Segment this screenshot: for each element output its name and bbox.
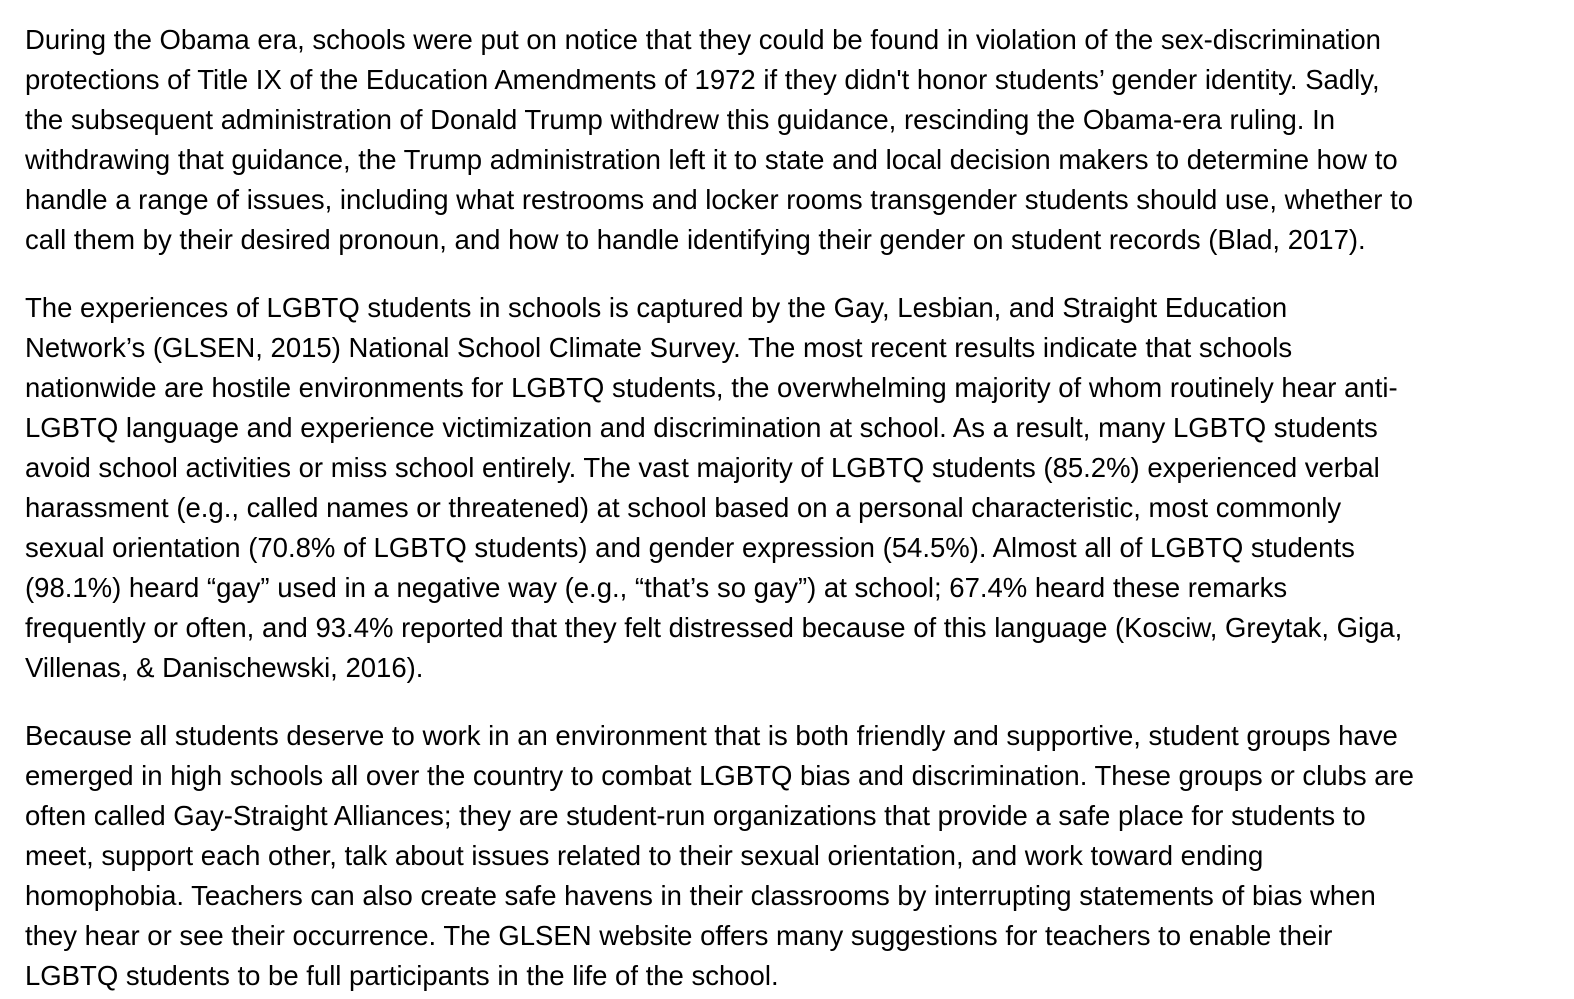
paragraph-glsen-survey xyxy=(25,288,1555,688)
text-line: The experiences of LGBTQ students in schools is captured by the Gay, Lesbian, and Straight Education xyxy=(25,292,1288,323)
text-line: LGBTQ language and experience victimization and discrimination at school. As a result, many LGBTQ students xyxy=(25,412,1378,443)
paragraph-gay-straight-alliances xyxy=(25,716,1555,996)
text-line: (98.1%) heard “gay” used in a negative way (e.g., “that’s so gay”) at school; 67.4% heard these remarks xyxy=(25,572,1288,603)
text-line: sexual orientation (70.8% of LGBTQ students) and gender expression (54.5%). Almost all of LGBTQ students xyxy=(25,532,1355,563)
text-line: emerged in high schools all over the country to combat LGBTQ bias and discrimination. These groups or clubs are xyxy=(25,760,1414,791)
text-line: they hear or see their occurrence. The GLSEN website offers many suggestions for teachers to enable their xyxy=(25,920,1333,951)
document-body xyxy=(25,20,1555,996)
paragraph-title-ix xyxy=(25,20,1555,260)
text-line: LGBTQ students to be full participants in the life of the school. xyxy=(25,960,779,991)
text-line: withdrawing that guidance, the Trump administration left it to state and local decision makers to determine how to xyxy=(25,144,1398,175)
text-line: protections of Title IX of the Education Amendments of 1972 if they didn't honor students’ gender identity. Sadly, xyxy=(25,64,1380,95)
text-line: often called Gay-Straight Alliances; they are student-run organizations that provide a safe place for students to xyxy=(25,800,1366,831)
text-line: homophobia. Teachers can also create safe havens in their classrooms by interrupting statements of bias when xyxy=(25,880,1376,911)
text-line: frequently or often, and 93.4% reported that they felt distressed because of this language (Kosciw, Greytak, Giga, xyxy=(25,612,1403,643)
text-line: call them by their desired pronoun, and how to handle identifying their gender on student records (Blad, 2017). xyxy=(25,224,1366,255)
text-line: handle a range of issues, including what restrooms and locker rooms transgender students should use, whether to xyxy=(25,184,1414,215)
text-line: Because all students deserve to work in an environment that is both friendly and supportive, student groups have xyxy=(25,720,1398,751)
text-line: nationwide are hostile environments for LGBTQ students, the overwhelming majority of whom routinely hear anti- xyxy=(25,372,1398,403)
text-line: During the Obama era, schools were put on notice that they could be found in violation of the sex-discrimination xyxy=(25,24,1381,55)
text-line: Villenas, & Danischewski, 2016). xyxy=(25,652,424,683)
text-line: Network’s (GLSEN, 2015) National School Climate Survey. The most recent results indicate that schools xyxy=(25,332,1293,363)
text-line: meet, support each other, talk about issues related to their sexual orientation, and work toward ending xyxy=(25,840,1264,871)
text-line: avoid school activities or miss school entirely. The vast majority of LGBTQ students (85.2%) experienced verbal xyxy=(25,452,1380,483)
text-line: the subsequent administration of Donald Trump withdrew this guidance, rescinding the Obama-era ruling. In xyxy=(25,104,1336,135)
text-line: harassment (e.g., called names or threatened) at school based on a personal characteristic, most commonly xyxy=(25,492,1342,523)
